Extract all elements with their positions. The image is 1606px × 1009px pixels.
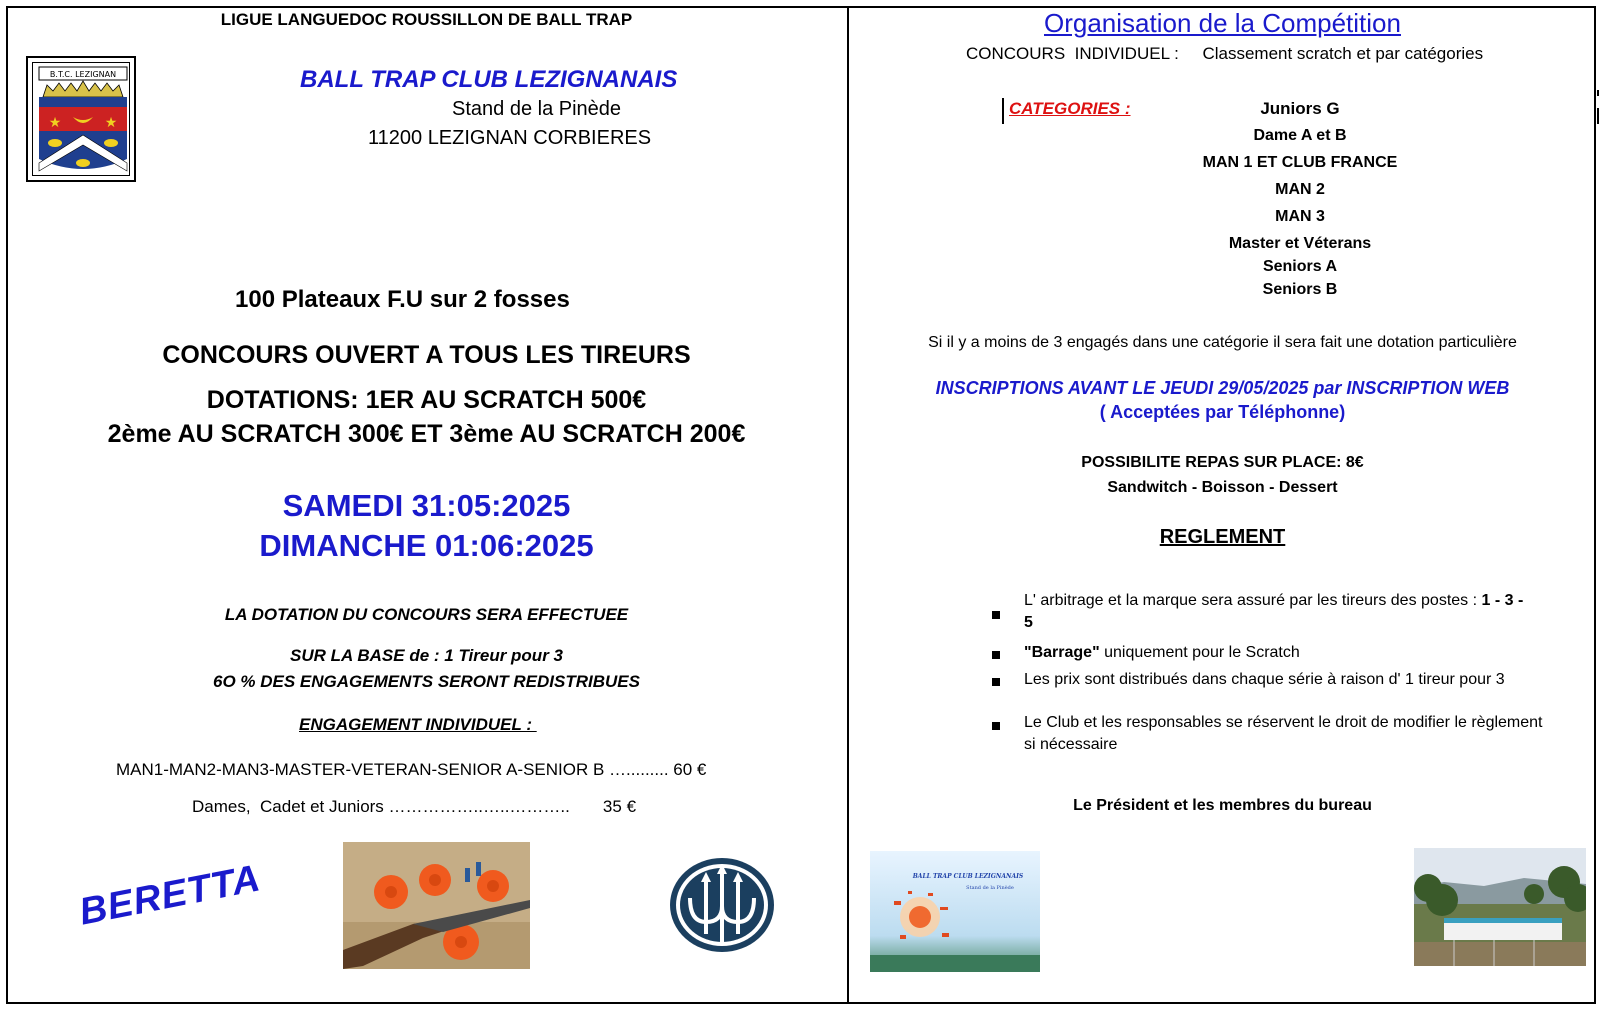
rule-barrage [1024,644,1300,662]
edge-mark-bottom [1597,108,1599,124]
fee-juniors: Dames, Cadet et Juniors ……………..…..……….. 35 € [192,797,637,816]
beretta-logo-text: BERETTA [75,857,265,934]
repas-line: POSSIBILITE REPAS SUR PLACE: 8€ [1081,454,1364,471]
dotation-particuliere-note: Si il y a moins de 3 engagés dans une catégorie il sera fait une dotation particulière [928,334,1517,351]
stand-name: Stand de la Pinède [452,98,622,120]
dotations-line-2: 2ème AU SCRATCH 300€ ET 3ème AU SCRATCH 200€ [107,420,746,448]
category-item: MAN 2 [1275,181,1325,198]
dotations-line-1: DOTATIONS: 1ER AU SCRATCH 500€ [206,386,647,414]
crest-label: B.T.C. LEZIGNAN [49,70,117,79]
date-sunday: DIMANCHE 01:06:2025 [259,528,594,563]
edge-mark-top [1597,90,1599,96]
plateaux-line: 100 Plateaux F.U sur 2 fosses [235,286,570,313]
concours-individuel-line: CONCOURS INDIVIDUEL : Classement scratch et par catégories [966,44,1484,63]
rule-arbitrage-text: L' arbitrage et la marque sera assuré par les tireurs des postes : [1024,592,1482,609]
shooting-range-image [1414,848,1586,966]
category-item: Dame A et B [1253,127,1347,144]
clay-targets-photo [343,842,530,969]
rule-arbitrage-continued: 5 [1024,614,1033,631]
beretta-trident-logo [668,856,776,954]
bullet-icon [992,678,1000,686]
bullet-icon [992,722,1000,730]
bullet-icon [992,651,1000,659]
category-item: Master et Véterans [1228,235,1372,252]
open-contest-line: CONCOURS OUVERT A TOUS LES TIREURS [162,341,691,369]
telephone-note: ( Acceptées par Téléphonne) [1099,402,1346,422]
svg-text:★: ★ [104,114,118,130]
engagement-title: ENGAGEMENT INDIVIDUEL : [299,715,537,734]
reglement-title: REGLEMENT [1159,526,1286,548]
club-address: 11200 LEZIGNAN CORBIERES [368,127,652,149]
club-name: BALL TRAP CLUB LEZIGNANAIS [300,66,678,93]
signature: Le Président et les membres du bureau [1073,797,1372,814]
category-item: Seniors B [1262,281,1338,298]
categories-label: CATEGORIES : [1009,99,1131,118]
repas-detail: Sandwitch - Boisson - Dessert [1107,479,1338,496]
rule-prix: Les prix sont distribués dans chaque série à raison d' 1 tireur pour 3 [1024,671,1505,688]
rule-modification-continued: si nécessaire [1024,736,1118,753]
base-line: SUR LA BASE de : 1 Tireur pour 3 [290,646,563,665]
club-splash-image [870,851,1040,972]
crest-icon [33,63,130,176]
clay-targets-image [343,842,530,969]
category-item: MAN 3 [1275,208,1325,225]
column-divider [847,6,849,1004]
inscriptions-deadline: INSCRIPTIONS AVANT LE JEUDI 29/05/2025 par INSCRIPTION WEB [935,378,1510,398]
splash-caption: BALL TRAP CLUB LEZIGNANAIS [912,873,1024,880]
rule-barrage-keyword: "Barrage" [1024,644,1100,661]
category-item: Seniors A [1262,258,1338,275]
text-cursor-mark [1002,98,1004,124]
rule-barrage-text: uniquement pour le Scratch [1099,644,1300,661]
organisation-title: Organisation de la Compétition [1044,8,1401,38]
rule-arbitrage [1024,592,1523,610]
category-item: Juniors G [1260,99,1340,118]
shooting-range-photo [1414,848,1586,966]
splash-subcaption: Stand de la Pinède [966,885,1014,891]
category-item: MAN 1 ET CLUB FRANCE [1202,154,1398,171]
club-crest [26,56,136,182]
date-saturday: SAMEDI 31:05:2025 [282,488,571,523]
rule-modification: Le Club et les responsables se réservent le droit de modifier le règlement [1024,714,1543,731]
rule-arbitrage-postes: 1 - 3 - [1481,592,1524,609]
league-heading: LIGUE LANGUEDOC ROUSSILLON DE BALL TRAP [220,10,633,29]
dotation-note: LA DOTATION DU CONCOURS SERA EFFECTUEE [224,605,629,624]
redistribution-line: 6O % DES ENGAGEMENTS SERONT REDISTRIBUES [213,672,640,691]
club-splash-photo [870,851,1040,972]
bullet-icon [992,611,1000,619]
fee-adults: MAN1-MAN2-MAN3-MASTER-VETERAN-SENIOR A-SENIOR B …......... 60 € [116,760,707,779]
svg-text:★: ★ [48,114,62,130]
trident-icon [668,856,776,954]
